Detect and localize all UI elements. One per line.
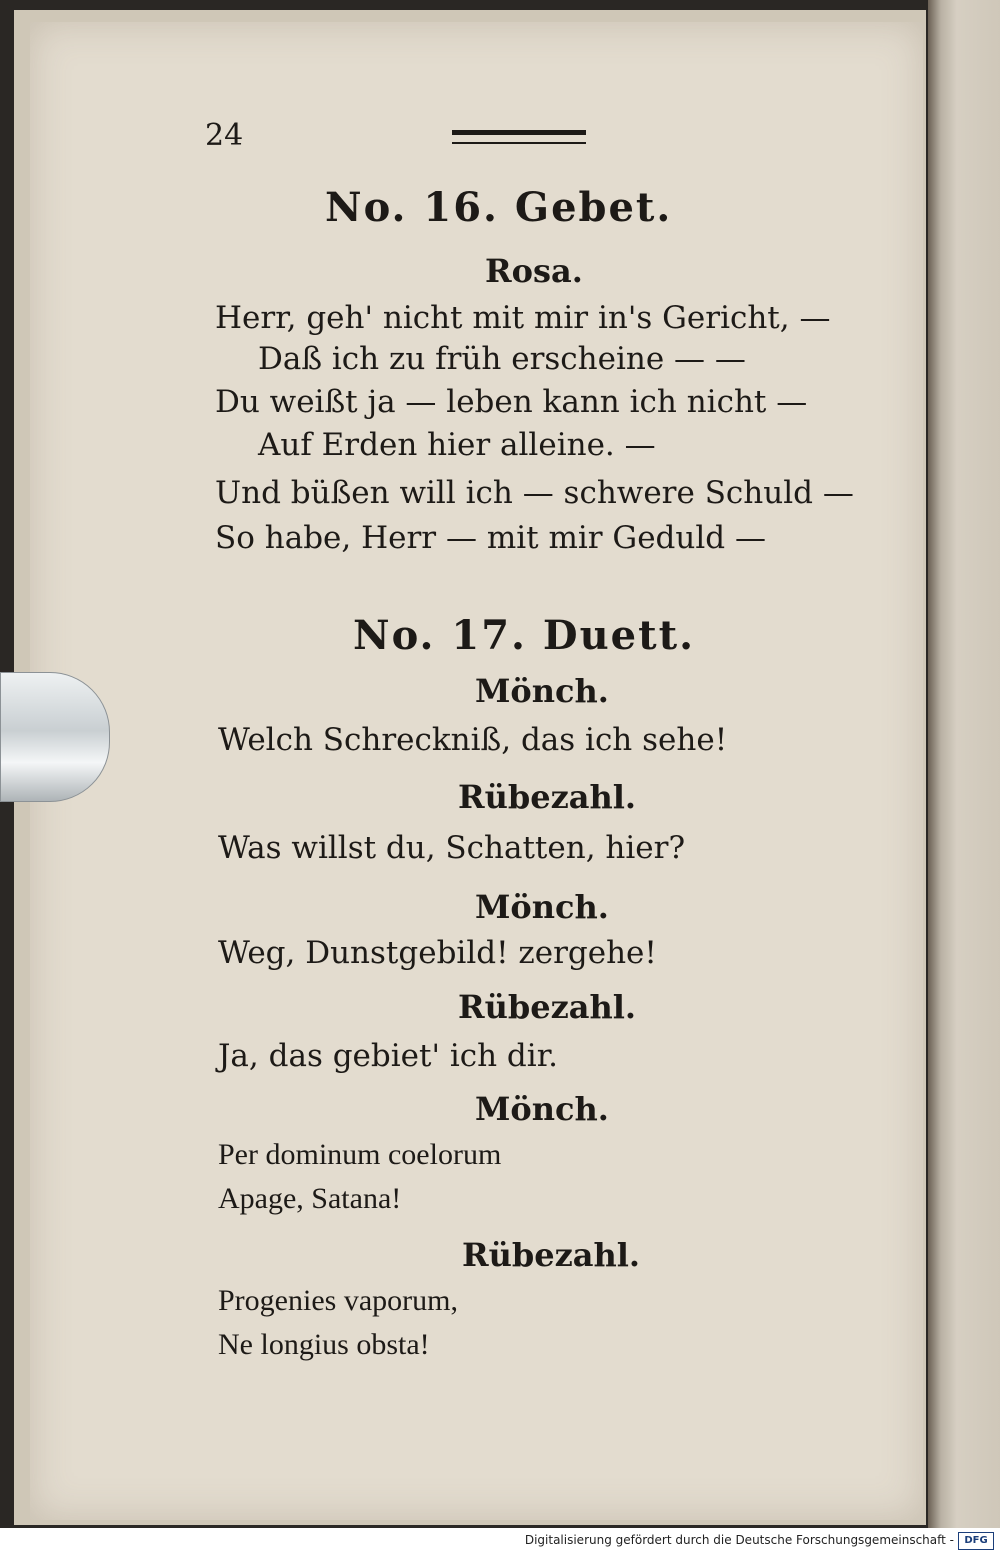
- dialogue-line: Weg, Dunstgebild! zergehe!: [218, 935, 657, 971]
- header-rule: [452, 130, 586, 144]
- verse-line: Du weißt ja — leben kann ich nicht —: [215, 384, 808, 420]
- section-heading-17: No. 17. Duett.: [353, 612, 696, 659]
- verse-line: Herr, geh' nicht mit mir in's Gericht, —: [215, 300, 831, 336]
- verse-line: Auf Erden hier alleine. —: [258, 427, 656, 463]
- dialogue-line: Apage, Satana!: [218, 1182, 402, 1215]
- dialogue-line: Welch Schreckniß, das ich sehe!: [218, 722, 728, 758]
- section-heading-16: No. 16. Gebet.: [325, 184, 673, 231]
- dialogue-line: Per dominum coelorum: [218, 1138, 502, 1171]
- book-spine-right: [928, 0, 1000, 1528]
- footer-bar: [0, 1528, 1000, 1555]
- verse-line: Und büßen will ich — schwere Schuld —: [215, 475, 854, 511]
- speaker-moench: Mönch.: [475, 888, 609, 926]
- speaker-moench: Mönch.: [475, 1090, 609, 1128]
- speaker-ruebezahl: Rübezahl.: [462, 1236, 641, 1274]
- speaker-moench: Mönch.: [475, 672, 609, 710]
- dfg-logo: DFG: [958, 1532, 994, 1550]
- speaker-rosa: Rosa.: [485, 252, 583, 290]
- page-clip: [0, 672, 110, 802]
- verse-line: Daß ich zu früh erscheine — —: [258, 341, 746, 377]
- speaker-ruebezahl: Rübezahl.: [458, 988, 637, 1026]
- verse-line: So habe, Herr — mit mir Geduld —: [215, 520, 766, 556]
- page-number: 24: [205, 118, 244, 153]
- book-page: [30, 22, 923, 1520]
- speaker-ruebezahl: Rübezahl.: [458, 778, 637, 816]
- funding-notice: Digitalisierung gefördert durch die Deutsche Forschungsgemeinschaft -: [524, 1533, 954, 1547]
- dialogue-line: Was willst du, Schatten, hier?: [218, 830, 686, 866]
- dialogue-line: Ja, das gebiet' ich dir.: [218, 1038, 558, 1074]
- dialogue-line: Ne longius obsta!: [218, 1328, 430, 1361]
- dialogue-line: Progenies vaporum,: [218, 1284, 458, 1317]
